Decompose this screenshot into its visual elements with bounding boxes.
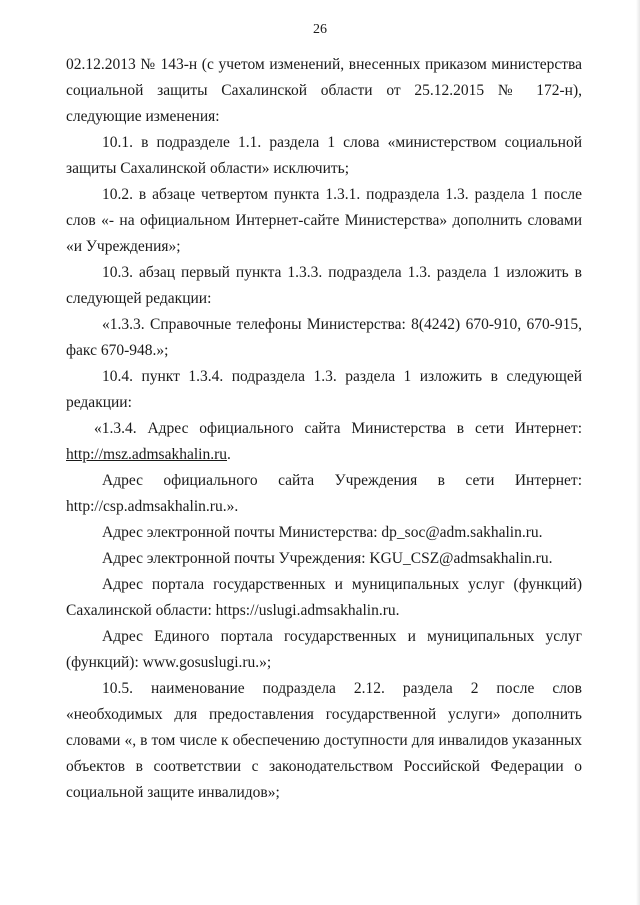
paragraph-institution-site: Адрес официального сайта Учреждения в сети Интернет: http://csp.admsakhalin.ru.». [66,472,582,515]
page-number: 26 [313,22,327,37]
document-body [66,52,582,806]
paragraph-ministry-email: Адрес электронной почты Министерства: dp_soc@adm.sakhalin.ru. [102,524,543,541]
paragraph-10-5: 10.5. наименование подраздела 2.12. раздела 2 после слов «необходимых для предоставления государственной услуги» дополнить словами «, в том числе к обеспечению доступности для инвалидов указанных объектов в соответствии с законодательством Российской Федерации о социальной защите инвалидов»; [66,680,582,801]
scan-edge-shadow [636,0,640,905]
site-address-suffix: . [227,446,231,463]
paragraph-regional-portal: Адрес портала государственных и муниципальных услуг (функций) Сахалинской области: https://uslugi.admsakhalin.ru. [66,576,582,619]
paragraph-institution-email: Адрес электронной почты Учреждения: KGU_CSZ@admsakhalin.ru. [102,550,553,567]
paragraph-10-1: 10.1. в подразделе 1.1. раздела 1 слова «министерством социальной защиты Сахалинской области» исключить; [66,134,582,177]
site-address-prefix: «1.3.4. Адрес официального сайта Министерства в сети Интернет: [94,420,582,437]
paragraph-unified-portal: Адрес Единого портала государственных и муниципальных услуг (функций): www.gosuslugi.ru.»; [66,628,582,671]
paragraph-intro: 02.12.2013 № 143-н (с учетом изменений, внесенных приказом министерства социальной защиты Сахалинской области от 25.12.2015 № 172-н), следующие изменения: [66,56,582,125]
paragraph-10-2: 10.2. в абзаце четвертом пункта 1.3.1. подраздела 1.3. раздела 1 после слов «- на официальном Интернет-сайте Министерства» дополнить словами «и Учреждения»; [66,186,582,255]
paragraph-10-3: 10.3. абзац первый пункта 1.3.3. подраздела 1.3. раздела 1 изложить в следующей редакции: [66,264,582,307]
paragraph-1-3-3: «1.3.3. Справочные телефоны Министерства: 8(4242) 670-910, 670-915, факс 670-948.»; [66,316,582,359]
paragraph-10-4: 10.4. пункт 1.3.4. подраздела 1.3. раздела 1 изложить в следующей редакции: [66,368,582,411]
ministry-site-link[interactable]: http://msz.admsakhalin.ru [66,446,228,463]
paragraph-1-3-4 [66,416,582,468]
